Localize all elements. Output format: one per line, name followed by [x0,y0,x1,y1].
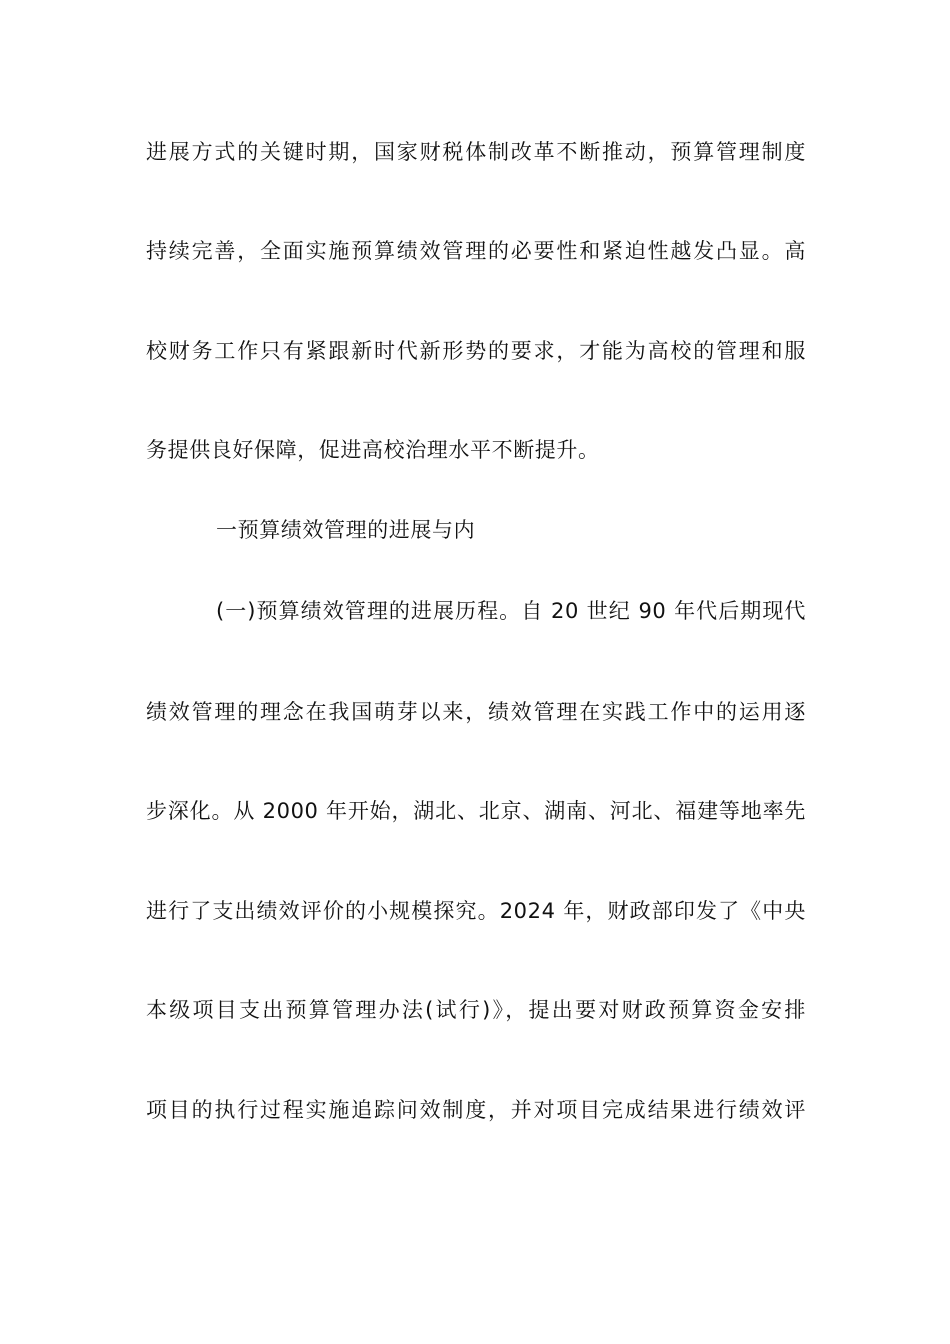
subsection-line: (一)预算绩效管理的进展历程。自 20 世纪 90 年代后期现代 [216,599,806,623]
paragraph-line: 校财务工作只有紧跟新时代新形势的要求，才能为高校的管理和服 [146,339,806,363]
paragraph-line: 持续完善，全面实施预算绩效管理的必要性和紧迫性越发凸显。高 [146,239,806,263]
paragraph-line: 进行了支出绩效评价的小规模探究。2024 年，财政部印发了《中央 [146,899,806,923]
paragraph-line: 进展方式的关键时期，国家财税体制改革不断推动，预算管理制度 [146,140,806,164]
paragraph-line: 本级项目支出预算管理办法(试行)》，提出要对财政预算资金安排 [146,998,806,1022]
paragraph-line: 务提供良好保障，促进高校治理水平不断提升。 [146,438,600,462]
section-heading: 一预算绩效管理的进展与内 [216,518,476,542]
paragraph-line: 项目的执行过程实施追踪问效制度，并对项目完成结果进行绩效评 [146,1098,806,1122]
paragraph-line: 绩效管理的理念在我国萌芽以来，绩效管理在实践工作中的运用逐 [146,700,806,724]
paragraph-line: 步深化。从 2000 年开始，湖北、北京、湖南、河北、福建等地率先 [146,799,806,823]
